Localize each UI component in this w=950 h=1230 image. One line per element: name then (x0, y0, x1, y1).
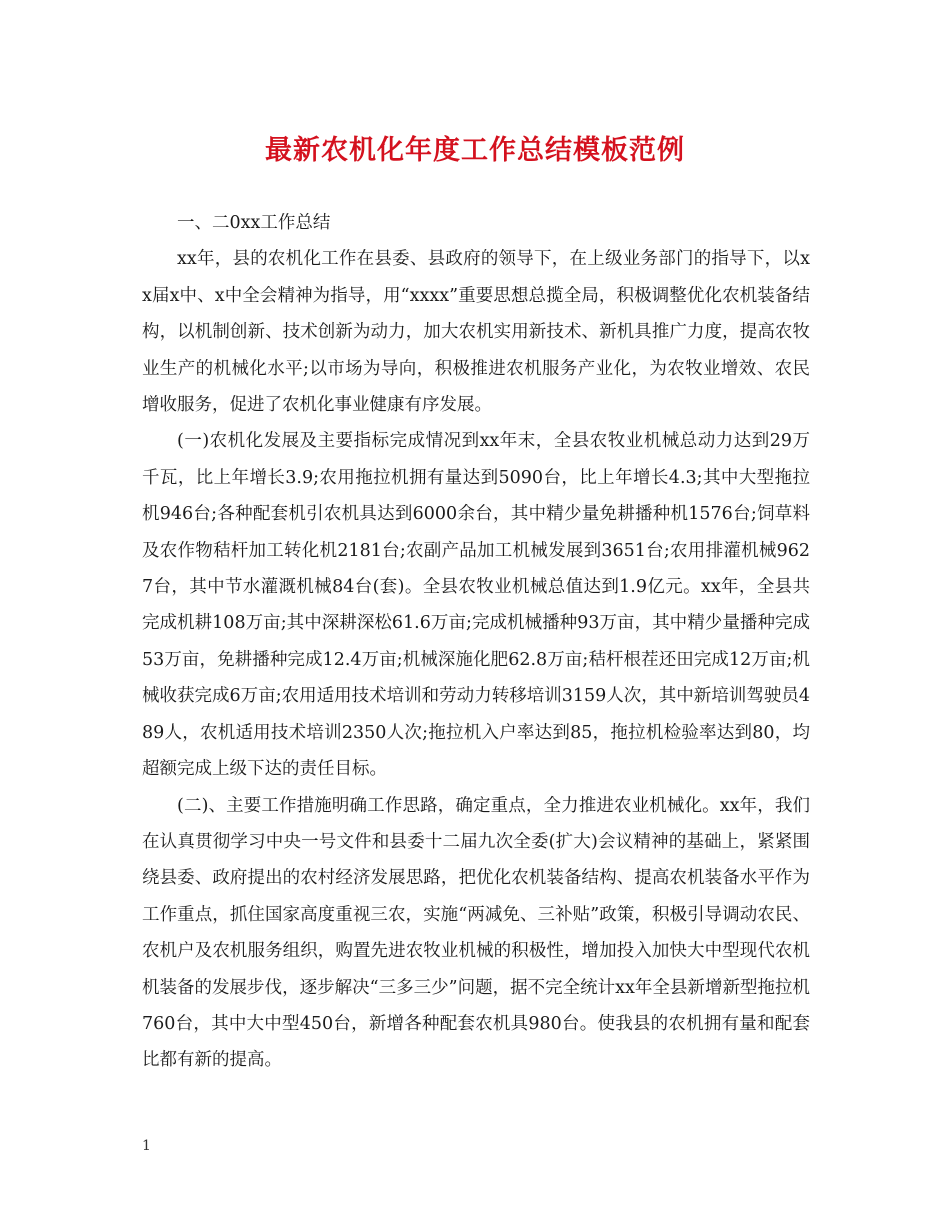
page-number: 1 (142, 1138, 151, 1154)
paragraph-measures: (二)、主要工作措施明确工作思路，确定重点，全力推进农业机械化。xx年，我们在认真贯彻学习中央一号文件和县委十二届九次全委(扩大)会议精神的基础上，紧紧围绕县委、政府提出的农村经济发展思路，把优化农机装备结构、提高农机装备水平作为工作重点，抓住国家高度重视三农，实施“两减免、三补贴”政策，积极引导调动农民、农机户及农机服务组织，购置先进农牧业机械的积极性，增加投入加快大中型现代农机机装备的发展步伐，逐步解决“三多三少”问题，据不完全统计xx年全县新增新型拖拉机760台，其中大中型450台，新增各种配套农机具980台。使我县的农机拥有量和配套比都有新的提高。 (142, 795, 810, 1071)
document-body (142, 205, 810, 1079)
paragraph-indicators: (一)农机化发展及主要指标完成情况到xx年末，全县农牧业机械总动力达到29万千瓦，比上年增长3.9;农用拖拉机拥有量达到5090台，比上年增长4.3;其中大型拖拉机946台;各种配套机引农机具达到6000余台，其中精少量免耕播种机1576台;饲草料及农作物秸杆加工转化机2181台;农副产品加工机械发展到3651台;农用排灌机械9627台，其中节水灌溉机械84台(套)。全县农牧业机械总值达到1.9亿元。xx年，全县共完成机耕108万亩;其中深耕深松61.6万亩;完成机械播种93万亩，其中精少量播种完成53万亩，免耕播种完成12.4万亩;机械深施化肥62.8万亩;秸杆根茬还田完成12万亩;机械收获完成6万亩;农用适用技术培训和劳动力转移培训3159人次，其中新培训驾驶员489人，农机适用技术培训2350人次;拖拉机入户率达到85，拖拉机检验率达到80，均超额完成上级下达的责任目标。 (142, 431, 810, 780)
section-heading: 一、二0xx工作总结 (177, 213, 331, 233)
paragraph-intro: xx年，县的农机化工作在县委、县政府的领导下，在上级业务部门的指导下，以xx届x中、x中全会精神为指导，用“xxxx”重要思想总揽全局，积极调整优化农机装备结构，以机制创新、技术创新为动力，加大农机实用新技术、新机具推广力度，提高农牧业生产的机械化水平;以市场为导向，积极推进农机服务产业化，为农牧业增效、农民增收服务，促进了农机化事业健康有序发展。 (142, 249, 810, 416)
document-title: 最新农机化年度工作总结模板范例 (265, 135, 685, 166)
